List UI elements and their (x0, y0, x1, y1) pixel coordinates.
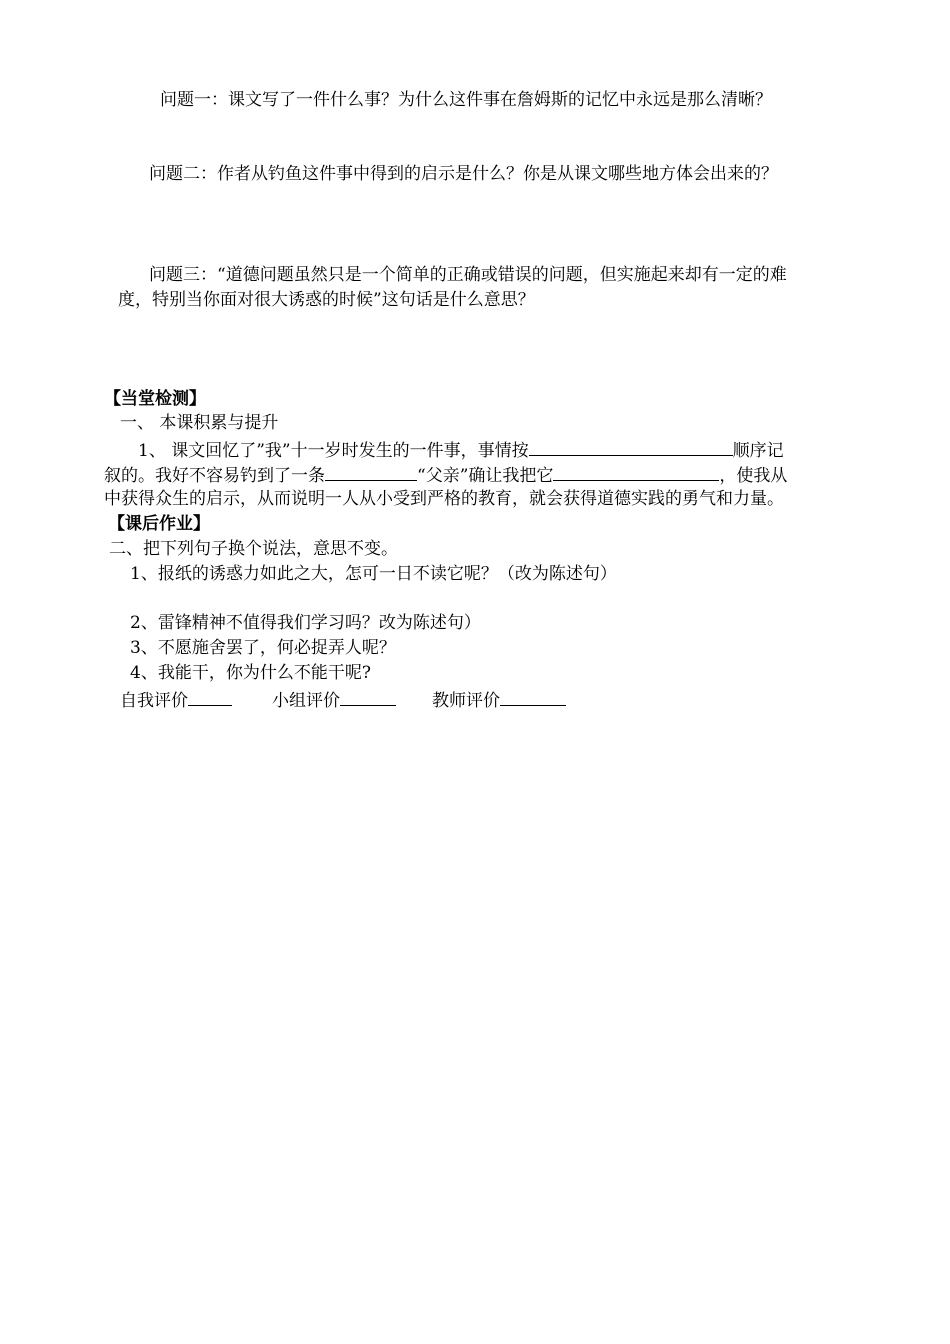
answer-blank[interactable] (529, 438, 733, 456)
homework-heading: 【课后作业】 (108, 514, 210, 534)
group-evaluation-blank[interactable] (340, 688, 396, 706)
self-evaluation-blank[interactable] (188, 688, 232, 706)
sentence-3: 3、不愿施舍罢了，何必捉弄人呢？ (130, 638, 396, 658)
section-one-title: 一、 本课积累与提升 (120, 413, 279, 433)
fill-text: 顺序记 (732, 441, 784, 461)
fill-text: “父亲”确让我把它 (417, 466, 554, 486)
question-one: 问题一：课文写了一件什么事？为什么这件事在詹姆斯的记忆中永远是那么清晰？ (160, 90, 772, 110)
sentence-2: 2、雷锋精神不值得我们学习吗？改为陈述句） (130, 613, 481, 633)
answer-blank[interactable] (553, 463, 719, 481)
fill-item-1-line-1 (138, 438, 784, 462)
self-evaluation-label: 自我评价 (120, 691, 188, 711)
sentence-1: 1、报纸的诱惑力如此之大，怎可一日不读它呢？（改为陈述句） (130, 564, 617, 584)
fill-text: 1、 课文回忆了”我”十一岁时发生的一件事，事情按 (138, 441, 529, 461)
fill-item-1-line-2 (104, 463, 787, 487)
section-two-title: 二、把下列句子换个说法，意思不变。 (109, 539, 398, 559)
classroom-check-heading: 【当堂检测】 (104, 389, 206, 409)
teacher-evaluation-label: 教师评价 (432, 691, 500, 711)
fill-item-1-line-3: 中获得众生的启示，从而说明一人从小受到严格的教育，就会获得道德实践的勇气和力量。 (104, 489, 784, 509)
question-three-line-2: 度，特别当你面对很大诱惑的时候”这句话是什么意思？ (118, 290, 535, 310)
evaluation-row (120, 688, 566, 712)
question-three-line-1: 问题三：“道德问题虽然只是一个简单的正确或错误的问题，但实施起来却有一定的难 (149, 265, 787, 285)
sentence-4: 4、我能干，你为什么不能干呢? (130, 663, 371, 683)
answer-blank[interactable] (325, 463, 417, 481)
group-evaluation-label: 小组评价 (272, 691, 340, 711)
fill-text: 叙的。我好不容易钓到了一条 (104, 466, 325, 486)
teacher-evaluation-blank[interactable] (500, 688, 566, 706)
fill-text: ，使我从 (719, 466, 788, 486)
question-two: 问题二：作者从钓鱼这件事中得到的启示是什么？你是从课文哪些地方体会出来的？ (149, 164, 778, 184)
